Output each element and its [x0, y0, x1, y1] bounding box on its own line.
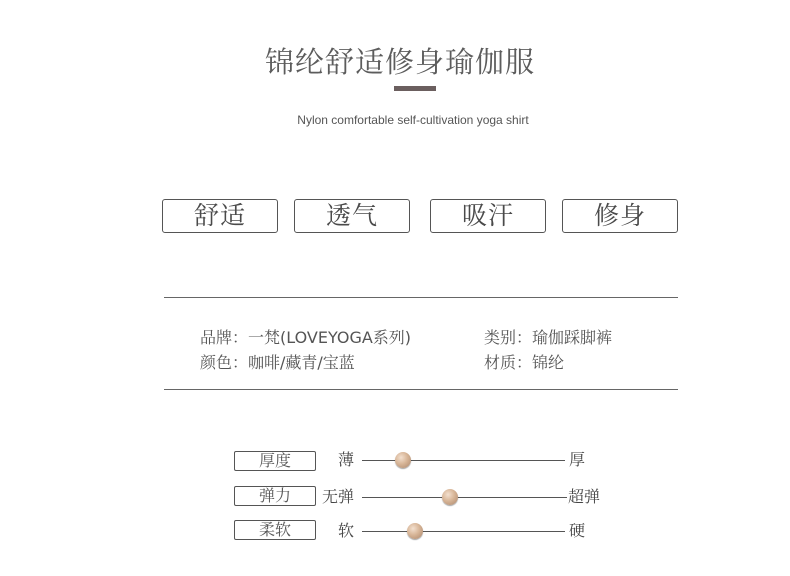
thickness-track: [362, 460, 565, 461]
title-underline: [394, 86, 436, 91]
softness-high-label: 硬: [569, 521, 586, 540]
divider-bottom: [164, 389, 678, 390]
thickness-low-label: 薄: [338, 450, 355, 469]
softness-knob: [407, 523, 423, 539]
elasticity-high-label: 超弹: [568, 487, 601, 506]
spec-category: 类别：瑜伽踩脚裤: [484, 328, 613, 347]
elasticity-low-label: 无弹: [322, 487, 355, 506]
page-subtitle: Nylon comfortable self-cultivation yoga shirt: [297, 113, 529, 127]
slider-label-softness: 柔软: [234, 520, 316, 540]
thickness-high-label: 厚: [569, 450, 586, 469]
elasticity-knob: [442, 489, 458, 505]
softness-low-label: 软: [338, 521, 355, 540]
feature-tag-breathable: 透气: [294, 199, 410, 233]
spec-brand: 品牌：一梵(LOVEYOGA系列): [200, 328, 412, 347]
softness-track: [362, 531, 565, 532]
spec-material: 材质：锦纶: [484, 353, 565, 372]
slider-label-elasticity: 弹力: [234, 486, 316, 506]
slider-label-thickness: 厚度: [234, 451, 316, 471]
spec-color: 颜色：咖啡/藏青/宝蓝: [200, 353, 355, 372]
elasticity-track: [362, 497, 567, 498]
feature-tag-sweat-absorbing: 吸汗: [430, 199, 546, 233]
divider-top: [164, 297, 678, 298]
feature-tag-slim-fit: 修身: [562, 199, 678, 233]
page-title: 锦纶舒适修身瑜伽服: [264, 45, 535, 79]
thickness-knob: [395, 452, 411, 468]
feature-tag-comfort: 舒适: [162, 199, 278, 233]
